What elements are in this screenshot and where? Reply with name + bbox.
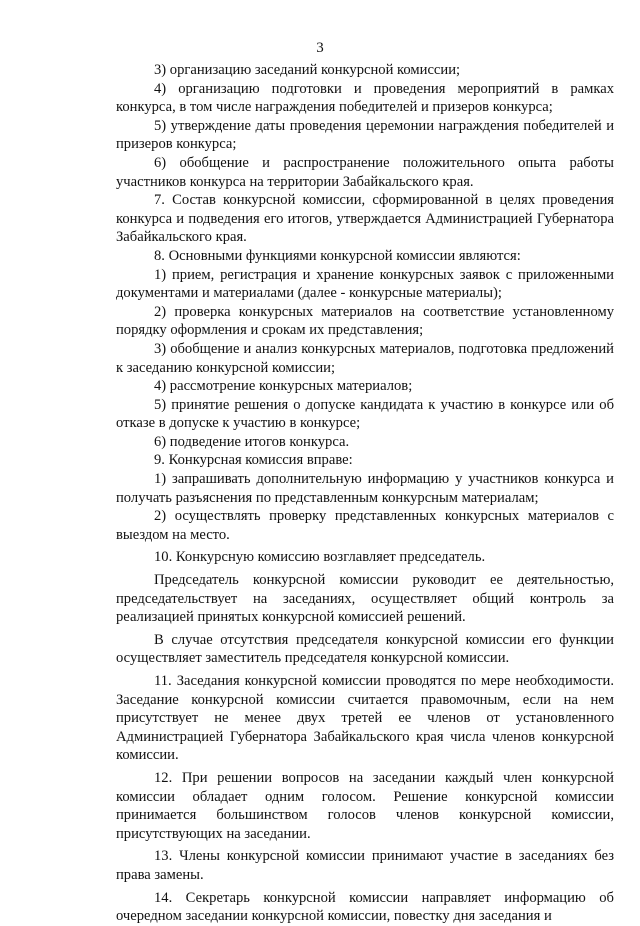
paragraph: 5) принятие решения о допуске кандидата к участию в конкурсе или об отказе в допуске к участию в конкурсе; xyxy=(116,396,614,432)
paragraph: 2) осуществлять проверку представленных конкурсных материалов с выездом на место. xyxy=(116,508,614,543)
paragraph: 3) обобщение и анализ конкурсных материалов, подготовка предложений к заседанию конкурсной комиссии; xyxy=(116,340,614,376)
paragraph: 11. Заседания конкурсной комиссии проводятся по мере необходимости. Заседание конкурсной комиссии считается правомочным, если на нем присутствует не менее двух третей ее членов от установленного Администрацией Губернатора Забайкальского края числа членов конкурсной комиссии. xyxy=(116,673,614,764)
paragraph: 10. Конкурсную комиссию возглавляет председатель. xyxy=(154,549,486,566)
paragraph: 4) рассмотрение конкурсных материалов; xyxy=(154,378,413,395)
paragraph: 2) проверка конкурсных материалов на соответствие установленному порядку оформления и срокам их представления; xyxy=(116,303,614,339)
paragraph: В случае отсутствия председателя конкурсной комиссии его функции осуществляет заместитель председателя конкурсной комиссии. xyxy=(116,631,614,667)
paragraph: 1) прием, регистрация и хранение конкурсных заявок с приложенными документами и материалами (далее - конкурсные материалы); xyxy=(116,266,614,302)
paragraph: 4) организацию подготовки и проведения мероприятий в рамках конкурса, в том числе награждения победителей и призеров конкурса; xyxy=(116,80,614,116)
paragraph: 6) подведение итогов конкурса. xyxy=(154,433,350,450)
paragraph: Председатель конкурсной комиссии руководит ее деятельностью, председательствует на заседаниях, осуществляет общий контроль за реализацией принятых конкурсной комиссией решений. xyxy=(116,572,614,626)
paragraph: 9. Конкурсная комиссия вправе: xyxy=(154,452,353,469)
paragraph: 7. Состав конкурсной комиссии, сформированной в целях проведения конкурса и подведения его итогов, утверждается Администрацией Губернатора Забайкальского края. xyxy=(116,192,614,246)
paragraph: 1) запрашивать дополнительную информацию у участников конкурса и получать разъяснения по представленным конкурсным материалам; xyxy=(116,471,614,506)
paragraph: 14. Секретарь конкурсной комиссии направляет информацию об очередном заседании конкурсной комиссии, повестку дня заседания и xyxy=(116,889,614,925)
paragraph: 8. Основными функциями конкурсной комиссии являются: xyxy=(154,247,521,264)
paragraph: 5) утверждение даты проведения церемонии награждения победителей и призеров конкурса; xyxy=(116,117,614,153)
paragraph: 12. При решении вопросов на заседании каждый член конкурсной комиссии обладает одним голосом. Решение конкурсной комиссии принимается большинством голосов членов конкурсной комиссии, присутствующих на заседании. xyxy=(116,769,614,842)
paragraph: 3) организацию заседаний конкурсной комиссии; xyxy=(154,62,461,78)
paragraph: 6) обобщение и распространение положительного опыта работы участников конкурса на территории Забайкальского края. xyxy=(116,154,614,190)
paragraph: 13. Члены конкурсной комиссии принимают участие в заседаниях без права замены. xyxy=(116,848,614,883)
document-body xyxy=(116,61,614,926)
page-number: 3 xyxy=(316,40,324,56)
